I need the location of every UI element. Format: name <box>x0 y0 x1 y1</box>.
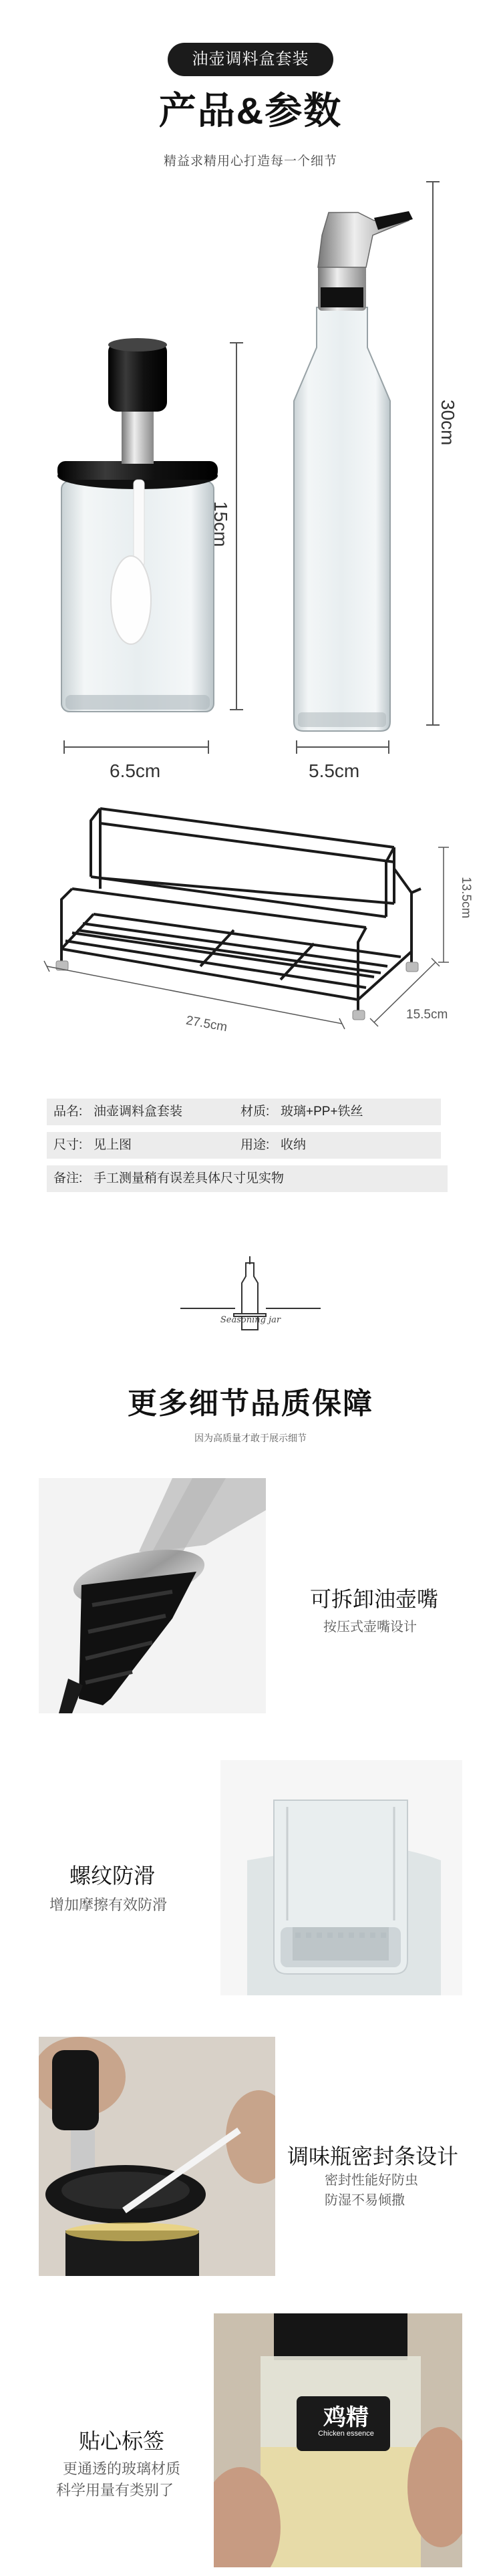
spec-label-name: 品名: <box>53 1105 83 1119</box>
label-closeup <box>214 2313 462 2567</box>
feature-title-thread: 螺纹防滑 <box>69 1864 156 1888</box>
rack-depth-label: 15.5cm <box>406 1008 448 1022</box>
spice-jar <box>57 338 218 712</box>
feature-image-thread <box>220 1760 462 1995</box>
spec-value-note: 手工测量稍有误差具体尺寸见实物 <box>94 1171 285 1185</box>
jar-stem <box>122 408 154 464</box>
label-big-text: 鸡精 <box>323 2405 369 2430</box>
jar-width-label: 6.5cm <box>110 760 161 781</box>
spec-label-use: 用途: <box>240 1138 270 1152</box>
seasoning-jar-logo-text: Seasoning jar <box>220 1315 281 1325</box>
spec-row-name-material <box>47 1099 441 1125</box>
jar-width-dimension <box>64 740 208 754</box>
feature-desc-seal-1: 密封性能好防虫 <box>325 2173 418 2188</box>
seal-closeup <box>39 2037 275 2276</box>
feature-title-seal: 调味瓶密封条设计 <box>287 2144 459 2168</box>
spec-value-size: 见上图 <box>94 1138 132 1152</box>
spec-value-use: 收纳 <box>281 1138 307 1152</box>
feature-image-label <box>214 2313 462 2567</box>
bottle-width-dimension <box>297 740 389 754</box>
bottle-height-dimension <box>426 182 440 725</box>
feature-image-seal <box>39 2037 275 2276</box>
label-small-text: Chicken essence <box>318 2430 374 2438</box>
spec-label-size: 尺寸: <box>53 1138 83 1152</box>
jar-height-dimension <box>230 343 243 710</box>
spout-closeup <box>39 1478 266 1713</box>
product-name-pill: 油壶调料盒套装 <box>168 43 333 76</box>
spec-row-size-use <box>47 1132 441 1159</box>
spec-label-material: 材质: <box>240 1105 270 1119</box>
seasoning-jar-logo <box>174 1256 327 1356</box>
feature-desc-label-2: 科学用量有类别了 <box>56 2482 174 2498</box>
feature-title-spout: 可拆卸油壶嘴 <box>310 1587 439 1611</box>
feature-image-spout <box>39 1478 266 1713</box>
details-title: 更多细节品质保障 <box>128 1387 373 1420</box>
bottle-width-label: 5.5cm <box>309 760 360 781</box>
page-subtitle: 精益求精用心打造每一个细节 <box>163 154 337 168</box>
bottle-bottom-closeup <box>220 1760 462 1995</box>
details-note: 因为高质量才敢于展示细节 <box>194 1433 307 1443</box>
product-spec-drawing <box>0 167 501 1056</box>
bottle-height-label: 30cm <box>438 400 458 446</box>
feature-desc-spout: 按压式壶嘴设计 <box>323 1620 417 1634</box>
spec-value-material: 玻璃+PP+铁丝 <box>281 1105 363 1119</box>
rack-length-label: 27.5cm <box>184 1013 228 1035</box>
oil-bottle <box>294 211 413 731</box>
spec-row-note <box>47 1165 448 1192</box>
feature-desc-thread: 增加摩擦有效防滑 <box>49 1896 168 1913</box>
wire-rack <box>61 809 421 1013</box>
jar-height-label: 15cm <box>210 501 231 547</box>
rack-height-dimension <box>438 847 449 962</box>
spec-value-name: 油壶调料盒套装 <box>94 1105 183 1119</box>
page-title: 产品&参数 <box>158 90 343 132</box>
rack-height-label: 13.5cm <box>459 877 473 919</box>
jar-knob <box>108 342 167 412</box>
feature-desc-label-1: 更通透的玻璃材质 <box>63 2460 181 2477</box>
spec-label-note: 备注: <box>53 1171 83 1185</box>
feature-title-label: 贴心标签 <box>79 2429 165 2453</box>
feature-desc-seal-2: 防湿不易倾撒 <box>325 2193 405 2208</box>
